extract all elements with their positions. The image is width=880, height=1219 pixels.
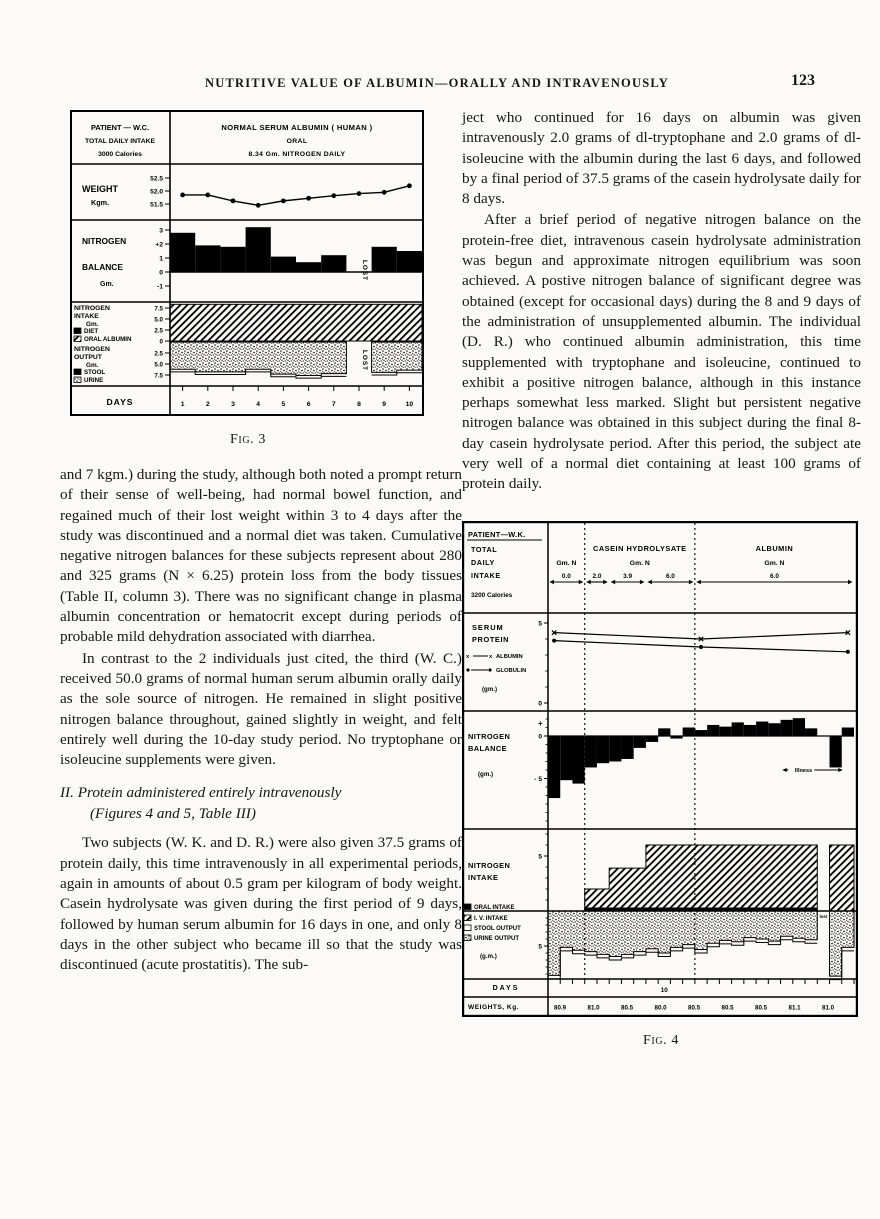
svg-text:8.34 Gm. NITROGEN DAILY: 8.34 Gm. NITROGEN DAILY — [248, 151, 346, 158]
svg-text:SERUM: SERUM — [472, 622, 504, 632]
svg-text:Kgm.: Kgm. — [91, 198, 109, 207]
svg-text:80.0: 80.0 — [654, 1004, 667, 1012]
paragraph: ject who continued for 16 days on albumin was given intravenously 2.0 grams of dl-tryptophane and 2.0 grams of dl-isoleucine with the albumin during the last 6 days, and followed by a final period of 37.5 grams of the casein hydrolysate daily for 8 days. — [462, 109, 861, 208]
paragraph: Two subjects (W. K. and D. R.) were also given 37.5 grams of protein daily, this time intravenously in all experimental periods, again in amounts of about 0.5 gram per kilogram of body weight. Casein hydrolysate was given during the first period of 9 days, followed by human serum albumin for 16 days in one, and only 8 days in the other subject who became ill so that the study was discontinued (acute prostatitis). The sub- — [60, 834, 462, 974]
svg-text:INTAKE: INTAKE — [471, 570, 501, 580]
svg-text:5.0: 5.0 — [154, 361, 163, 369]
svg-text:6.0: 6.0 — [665, 572, 675, 580]
svg-text:NITROGEN: NITROGEN — [468, 860, 511, 870]
svg-text:Gm. N: Gm. N — [556, 559, 577, 567]
section-heading — [60, 783, 462, 824]
paragraph: and 7 kgm.) during the study, although both noted a prompt return of their sense of well-being, had normal bowel function, and regained much of their lost weight within 3 to 4 days after the study was discontinued and a normal diet was taken. Cumulative negative nitrogen balances for these subjects represent about 280 and 325 grams (N × 6.25) protein loss from the body tissues (Table II, column 3). There was no significant change in plasma albumin concentration or hematocrit except during periods of probable mild dehydration associated with diarrhea. — [60, 466, 462, 646]
svg-text:0: 0 — [538, 700, 542, 708]
page-number: 123 — [791, 72, 815, 89]
figure-3-svg — [70, 110, 424, 416]
figure-4 — [462, 521, 860, 1049]
figure-3 — [70, 110, 426, 448]
svg-text:80.5: 80.5 — [755, 1004, 768, 1012]
svg-text:TOTAL DAILY INTAKE: TOTAL DAILY INTAKE — [84, 138, 156, 145]
svg-text:52.0: 52.0 — [150, 188, 163, 196]
svg-text:NITROGEN: NITROGEN — [82, 236, 127, 246]
right-column — [462, 108, 861, 1049]
svg-text:3000 Calories: 3000 Calories — [98, 151, 142, 158]
svg-text:LOST: LOST — [361, 350, 368, 372]
running-head-title: NUTRITIVE VALUE OF ALBUMIN—ORALLY AND INTRAVENOUSLY — [205, 76, 669, 90]
svg-text:I. V. INTAKE: I. V. INTAKE — [474, 915, 508, 922]
svg-text:BALANCE: BALANCE — [468, 743, 507, 753]
svg-text:5: 5 — [538, 943, 542, 951]
svg-text:DAYS: DAYS — [106, 397, 134, 407]
svg-text:7.5: 7.5 — [154, 305, 163, 313]
svg-text:NITROGEN: NITROGEN — [468, 731, 511, 741]
section-heading-sub: (Figures 4 and 5, Table III) — [90, 804, 256, 822]
svg-text:PROTEIN: PROTEIN — [472, 634, 510, 644]
svg-text:3: 3 — [231, 401, 235, 408]
svg-text:10: 10 — [660, 986, 668, 994]
svg-text:Gm.: Gm. — [100, 281, 114, 288]
svg-text:+2: +2 — [155, 241, 163, 249]
svg-text:TOTAL: TOTAL — [471, 544, 498, 554]
svg-text:PATIENT—W.K.: PATIENT—W.K. — [468, 529, 526, 539]
svg-text:5: 5 — [538, 853, 542, 861]
svg-text:5: 5 — [538, 620, 542, 628]
svg-text:52.5: 52.5 — [150, 175, 163, 183]
svg-text:x: x — [466, 653, 470, 660]
svg-text:- 5: - 5 — [534, 775, 542, 783]
svg-text:-1: -1 — [156, 283, 163, 291]
svg-text:2.0: 2.0 — [592, 572, 602, 580]
svg-text:DAYS: DAYS — [492, 984, 520, 992]
svg-text:7.5: 7.5 — [154, 372, 163, 380]
svg-text:51.5: 51.5 — [150, 201, 163, 209]
figure-4-svg — [462, 521, 858, 1017]
svg-text:1: 1 — [180, 401, 185, 408]
svg-text:2: 2 — [205, 401, 210, 408]
svg-text:URINE: URINE — [84, 377, 104, 384]
svg-text:lost: lost — [819, 913, 828, 919]
svg-text:INTAKE: INTAKE — [74, 313, 99, 320]
svg-text:0: 0 — [159, 269, 163, 277]
svg-text:NORMAL SERUM ALBUMIN ( HUMAN ): NORMAL SERUM ALBUMIN ( HUMAN ) — [221, 123, 373, 132]
svg-text:Illness: Illness — [794, 767, 813, 774]
svg-text:4: 4 — [256, 401, 261, 408]
svg-text:80.5: 80.5 — [621, 1004, 634, 1012]
svg-text:DAILY: DAILY — [471, 557, 495, 567]
svg-text:80.9: 80.9 — [554, 1004, 567, 1012]
svg-text:81.0: 81.0 — [822, 1004, 835, 1012]
svg-text:ORAL INTAKE: ORAL INTAKE — [474, 904, 515, 911]
svg-text:DIET: DIET — [84, 328, 99, 335]
svg-text:Gm.: Gm. — [86, 321, 99, 328]
section-heading-main: II. Protein administered entirely intravenously — [60, 784, 342, 802]
svg-text:LOST: LOST — [361, 260, 368, 282]
svg-text:BALANCE: BALANCE — [82, 262, 123, 272]
svg-text:ALBUMIN: ALBUMIN — [755, 543, 794, 553]
svg-text:WEIGHTS, Kg.: WEIGHTS, Kg. — [468, 1003, 520, 1011]
svg-text:5.0: 5.0 — [154, 316, 163, 324]
svg-text:7: 7 — [331, 401, 336, 408]
figure-3-caption: Fig. 3 — [230, 432, 266, 447]
svg-text:3.9: 3.9 — [623, 572, 633, 580]
svg-text:NITROGEN: NITROGEN — [74, 346, 110, 353]
svg-text:81.0: 81.0 — [587, 1004, 600, 1012]
svg-text:2.5: 2.5 — [154, 350, 163, 358]
svg-text:NITROGEN: NITROGEN — [74, 305, 110, 312]
svg-text:10: 10 — [405, 401, 414, 408]
svg-text:ORAL: ORAL — [286, 138, 308, 145]
svg-text:1: 1 — [159, 255, 163, 263]
svg-text:OUTPUT: OUTPUT — [74, 354, 102, 361]
svg-text:(gm.): (gm.) — [482, 685, 498, 693]
svg-text:+: + — [538, 718, 543, 728]
svg-text:INTAKE: INTAKE — [468, 872, 499, 882]
svg-text:6.0: 6.0 — [769, 572, 779, 580]
svg-text:80.5: 80.5 — [688, 1004, 701, 1012]
svg-text:ORAL ALBUMIN: ORAL ALBUMIN — [84, 336, 132, 343]
paragraph: In contrast to the 2 individuals just cited, the third (W. C.) received 50.0 grams of normal human serum albumin orally daily as the sole source of nitrogen. He remained in slight positive nitrogen balance throughout, gained slightly in weight, and felt entirely well during the 10-day study period. No tryptophane or isoleucine supplements were given. — [60, 649, 462, 769]
svg-text:GLOBULIN: GLOBULIN — [496, 667, 527, 674]
svg-text:ALBUMIN: ALBUMIN — [496, 653, 523, 660]
figure-4-chart — [462, 521, 860, 1022]
svg-text:URINE OUTPUT: URINE OUTPUT — [474, 935, 519, 942]
svg-text:0: 0 — [538, 733, 542, 741]
svg-text:Gm. N: Gm. N — [764, 559, 785, 567]
svg-text:WEIGHT: WEIGHT — [82, 184, 118, 194]
svg-text:3200 Calories: 3200 Calories — [471, 591, 513, 599]
figure-4-caption: Fig. 4 — [643, 1032, 679, 1048]
svg-text:81.1: 81.1 — [788, 1004, 801, 1012]
svg-text:80.5: 80.5 — [721, 1004, 734, 1012]
svg-text:8: 8 — [357, 401, 361, 408]
svg-text:2.5: 2.5 — [154, 327, 163, 335]
svg-text:0.0: 0.0 — [561, 572, 571, 580]
svg-text:(g.m.): (g.m.) — [480, 952, 497, 960]
svg-text:STOOL: STOOL — [84, 369, 106, 376]
svg-text:9: 9 — [382, 401, 387, 408]
svg-text:6: 6 — [306, 401, 311, 408]
svg-text:STOOL OUTPUT: STOOL OUTPUT — [474, 925, 521, 932]
svg-text:(gm.): (gm.) — [478, 770, 494, 778]
left-column — [60, 110, 462, 976]
svg-text:Gm. N: Gm. N — [629, 559, 650, 567]
svg-text:Gm.: Gm. — [86, 362, 99, 369]
svg-text:CASEIN HYDROLYSATE: CASEIN HYDROLYSATE — [592, 543, 687, 553]
svg-text:0: 0 — [159, 338, 163, 346]
svg-text:3: 3 — [159, 227, 163, 235]
svg-text:x: x — [489, 653, 493, 660]
svg-text:5: 5 — [281, 401, 286, 408]
paragraph: After a brief period of negative nitrogen balance on the protein-free diet, intravenous casein hydrolysate administration was begun and approximate nitrogen equilibrium was soon achieved. A postive nitrogen balance of significant degree was obtained (except for occasional days) during the 8 and 9 days of the administration of unsupplemented albumin. The individual (D. R.) who continued albumin administration, this time supplemented with tryptophane and isoleucine, continued to exhibit a positive nitrogen balance, although in this instance perhaps somewhat less marked. Slight but persistent negative nitrogen balance was obtained in this subject during the final 8-day casein hydrolysate period. After this period, the subject ate very well of a normal diet containing at least 100 grams of protein daily. — [462, 211, 861, 493]
svg-text:PATIENT — W.C.: PATIENT — W.C. — [90, 123, 150, 132]
figure-3-chart — [70, 110, 426, 421]
